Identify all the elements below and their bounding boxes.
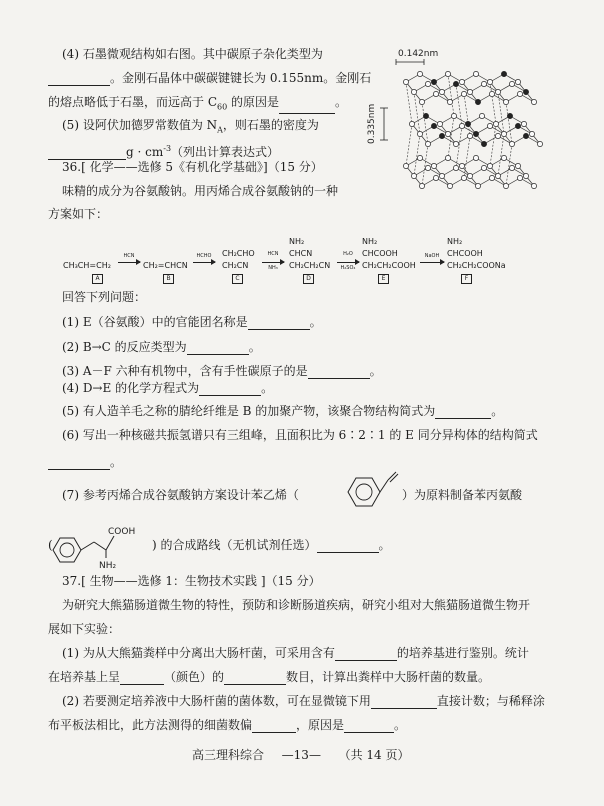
carbon-atom: [503, 99, 508, 104]
q5-density-blank[interactable]: [48, 147, 126, 160]
phe-cooh-label: COOH: [108, 527, 136, 537]
carbon-atom: [501, 71, 506, 76]
footer-subject: 高三理科综合: [192, 748, 265, 762]
carbon-atom: [537, 141, 542, 146]
q4-hybridization-blank[interactable]: [48, 73, 110, 86]
carbon-atom: [417, 155, 422, 160]
fig-label-top: 0.142nm: [398, 49, 439, 59]
q5-line1: (5) 设阿伏加德罗常数值为 $N_A$，则石墨的密度为: [62, 118, 319, 135]
carbon-atom: [445, 71, 450, 76]
q36-header: 36.[ 化学——选修 5《有机化学基础》]（15 分）: [62, 160, 323, 174]
q5-line2: $g \cdot cm^{-3}$（列出计算表达式）: [48, 141, 279, 160]
arrow-5: [420, 262, 444, 263]
carbon-atom: [425, 81, 430, 86]
carbon-atom: [495, 89, 500, 94]
carbon-atom: [487, 163, 492, 168]
q4-reason-blank[interactable]: [279, 101, 335, 114]
carbon-atom: [489, 91, 494, 96]
carbon-atom: [501, 155, 506, 160]
arrow-3: [262, 262, 284, 263]
q36-sub2: (2) B→C 的反应类型为 。: [62, 340, 261, 354]
arrow-1: [118, 262, 140, 263]
reagent-2: HCHO: [196, 253, 212, 259]
carbon-atom: [459, 123, 464, 128]
q36-sub6-answer: 。: [48, 455, 122, 470]
q36-sub7-line1: (7) 参考丙烯合成谷氨酸钠方案设计苯乙烯（: [62, 488, 299, 502]
carbon-atom: [423, 113, 428, 118]
q37-sub1-color-blank[interactable]: [120, 672, 164, 685]
carbon-atom: [523, 89, 528, 94]
carbon-atom: [495, 133, 500, 138]
carbon-atom: [459, 79, 464, 84]
q36-sub1: (1) E（谷氨酸）中的官能团名称是 。: [62, 315, 322, 329]
carbon-atom: [507, 113, 512, 118]
carbon-atom: [417, 71, 422, 76]
carbon-atom: [509, 141, 514, 146]
carbon-atom: [453, 81, 458, 86]
carbon-atom: [409, 121, 414, 126]
label-C: C: [232, 274, 243, 284]
q36-sub6-blank[interactable]: [48, 457, 110, 470]
q36-sub7-line1-tail: ）为原料制备苯丙氨酸: [402, 488, 523, 502]
fig-label-side: 0.335nm: [367, 103, 377, 144]
carbon-atom: [481, 141, 486, 146]
q37-sub1-line2: 在培养基上呈 （颜色）的 数目，计算出粪样中大肠杆菌的数量。: [48, 670, 491, 684]
q36-sub2-blank[interactable]: [187, 342, 249, 355]
q36-sub5-blank[interactable]: [435, 406, 491, 419]
reagent-4-bottom: H₂SO₄: [340, 265, 356, 271]
q37-sub1-line1: (1) 为从大熊猫粪样中分离出大肠杆菌，可采用含有 的培养基进行鉴别。统计: [62, 646, 529, 660]
carbon-atom: [481, 165, 486, 170]
carbon-atom: [487, 79, 492, 84]
q37-sub2-method-blank[interactable]: [371, 696, 437, 709]
carbon-atom: [433, 175, 438, 180]
compound-C: CH₂CHO CH₂CN: [222, 249, 255, 270]
carbon-atom: [437, 121, 442, 126]
carbon-atom: [431, 79, 436, 84]
carbon-atom: [521, 121, 526, 126]
carbon-atom: [523, 173, 528, 178]
carbon-atom: [475, 99, 480, 104]
carbon-atom: [465, 121, 470, 126]
label-E: E: [378, 274, 389, 284]
phenylalanine-structure: [52, 520, 152, 572]
carbon-atom: [425, 141, 430, 146]
q37-sub2-line2: 布平板法相比，此方法测得的细菌数偏 ，原因是 。: [48, 718, 407, 732]
carbon-atom: [425, 165, 430, 170]
carbon-atom: [453, 165, 458, 170]
carbon-atom: [419, 183, 424, 188]
compound-F: NH₂ CHCOOH CH₂CH₂COONa: [447, 237, 506, 270]
carbon-atom: [489, 175, 494, 180]
carbon-atom: [431, 123, 436, 128]
carbon-atom: [403, 163, 408, 168]
carbon-atom: [453, 141, 458, 146]
carbon-atom: [529, 131, 534, 136]
q36-sub3-blank[interactable]: [308, 366, 370, 379]
label-D: D: [303, 274, 314, 284]
carbon-atom: [495, 173, 500, 178]
compound-A: CH₃CH=CH₂: [63, 261, 111, 270]
q36-intro-1: 味精的成分为谷氨酸钠。用丙烯合成谷氨酸钠的一种: [62, 184, 339, 198]
q36-sub5: (5) 有人造羊毛之称的腈纶纤维是 B 的加聚产物，该聚合物结构简式为 。: [62, 404, 504, 418]
q37-intro-2: 展如下实验：: [48, 622, 121, 636]
q4-line2: 。金刚石晶体中碳碳键键长为 0.155nm。金刚石: [48, 71, 371, 86]
q36-sub7-open-paren: (: [48, 538, 53, 552]
carbon-atom: [501, 131, 506, 136]
carbon-atom: [531, 99, 536, 104]
carbon-atom: [403, 79, 408, 84]
carbon-atom: [467, 89, 472, 94]
q36-sub4-blank[interactable]: [199, 383, 261, 396]
compound-D: NH₂ CHCN CH₂CH₂CN: [289, 237, 331, 270]
q37-sub2-line1: (2) 若要测定培养液中大肠杆菌的菌体数，可在显微镜下用 直接计数；与稀释涂: [62, 694, 545, 708]
carbon-atom: [473, 155, 478, 160]
q4-line1: [62, 47, 323, 62]
carbon-atom: [439, 89, 444, 94]
styrene-structure: [338, 468, 400, 516]
q36-sub4: (4) D→E 的化学方程式为 。: [62, 381, 274, 395]
reagent-5: NaOH: [424, 253, 440, 259]
carbon-atom: [509, 81, 514, 86]
q36-sub7-line2: ) 的合成路线（无机试剂任选） 。: [152, 538, 391, 552]
carbon-atom: [451, 113, 456, 118]
carbon-atom: [447, 99, 452, 104]
carbon-atom: [493, 121, 498, 126]
carbon-atom: [509, 165, 514, 170]
q37-sub2-reason-blank[interactable]: [344, 720, 394, 733]
carbon-atom: [487, 123, 492, 128]
carbon-atom: [461, 175, 466, 180]
carbon-atom: [517, 175, 522, 180]
q36-answer-prompt: 回答下列问题：: [62, 290, 147, 304]
q36-sub3: (3) A－F 六种有机物中，含有手性碳原子的是 。: [62, 364, 382, 378]
carbon-atom: [531, 183, 536, 188]
phe-nh2-label: NH₂: [99, 561, 117, 571]
q36-sub6: (6) 写出一种核磁共振氢谱只有三组峰，且面积比为 6∶2∶1 的 E 同分异构体的结构简式: [62, 428, 538, 442]
carbon-atom: [473, 131, 478, 136]
arrow-2: [193, 262, 215, 263]
carbon-atom: [523, 133, 528, 138]
carbon-atom: [461, 91, 466, 96]
carbon-atom: [439, 133, 444, 138]
q37-intro-1: 为研究大熊猫肠道微生物的特性，预防和诊断肠道疾病，研究小组对大熊猫肠道微生物开: [62, 598, 531, 612]
carbon-atom: [467, 133, 472, 138]
carbon-atom: [419, 99, 424, 104]
carbon-atom: [433, 91, 438, 96]
carbon-atom: [481, 81, 486, 86]
q36-sub7-blank[interactable]: [317, 540, 379, 553]
page-footer: [192, 748, 410, 763]
carbon-atom: [439, 173, 444, 178]
carbon-atom: [467, 173, 472, 178]
q4-line3: 的熔点略低于石墨，而远高于 $C_{60}$ 的原因是 。: [48, 95, 347, 114]
carbon-atom: [411, 89, 416, 94]
carbon-atom: [417, 131, 422, 136]
carbon-atom: [515, 123, 520, 128]
carbon-atom: [459, 163, 464, 168]
reagent-3-bottom: NH₃: [268, 265, 278, 271]
footer-page: —13—: [281, 748, 321, 762]
carbon-atom: [479, 113, 484, 118]
graphite-structure-figure: [362, 42, 567, 192]
carbon-atom: [411, 173, 416, 178]
q37-sub1-medium-blank[interactable]: [335, 648, 397, 661]
reagent-3-top: HCN: [267, 251, 279, 257]
label-F: F: [461, 274, 472, 284]
footer-total: （共 14 页）: [338, 748, 410, 762]
compound-B: CH₂=CHCN: [143, 261, 188, 270]
carbon-atom: [431, 163, 436, 168]
q36-sub1-blank[interactable]: [248, 317, 310, 330]
carbon-atom: [515, 163, 520, 168]
label-B: B: [163, 274, 174, 284]
carbon-atom: [503, 183, 508, 188]
q4-text: (4) 石墨微观结构如右图。其中碳原子杂化类型为: [62, 47, 323, 61]
carbon-atom: [473, 71, 478, 76]
reagent-4-top: H₂O: [343, 251, 353, 257]
q37-header: 37.[ 生物——选修 1：生物技术实践 ]（15 分）: [62, 574, 321, 588]
compound-E: NH₂ CHCOOH CH₂CH₂COOH: [362, 237, 416, 270]
carbon-atom: [447, 183, 452, 188]
label-A: A: [92, 274, 103, 284]
reagent-1: HCN: [123, 253, 135, 259]
carbon-atom: [445, 155, 450, 160]
q37-sub1-count-blank[interactable]: [224, 672, 286, 685]
carbon-atom: [475, 183, 480, 188]
q36-intro-2: 方案如下：: [48, 207, 109, 221]
carbon-atom: [517, 91, 522, 96]
arrow-4: [337, 262, 359, 263]
q37-sub2-value-blank[interactable]: [252, 720, 296, 733]
carbon-atom: [515, 79, 520, 84]
carbon-atom: [445, 131, 450, 136]
